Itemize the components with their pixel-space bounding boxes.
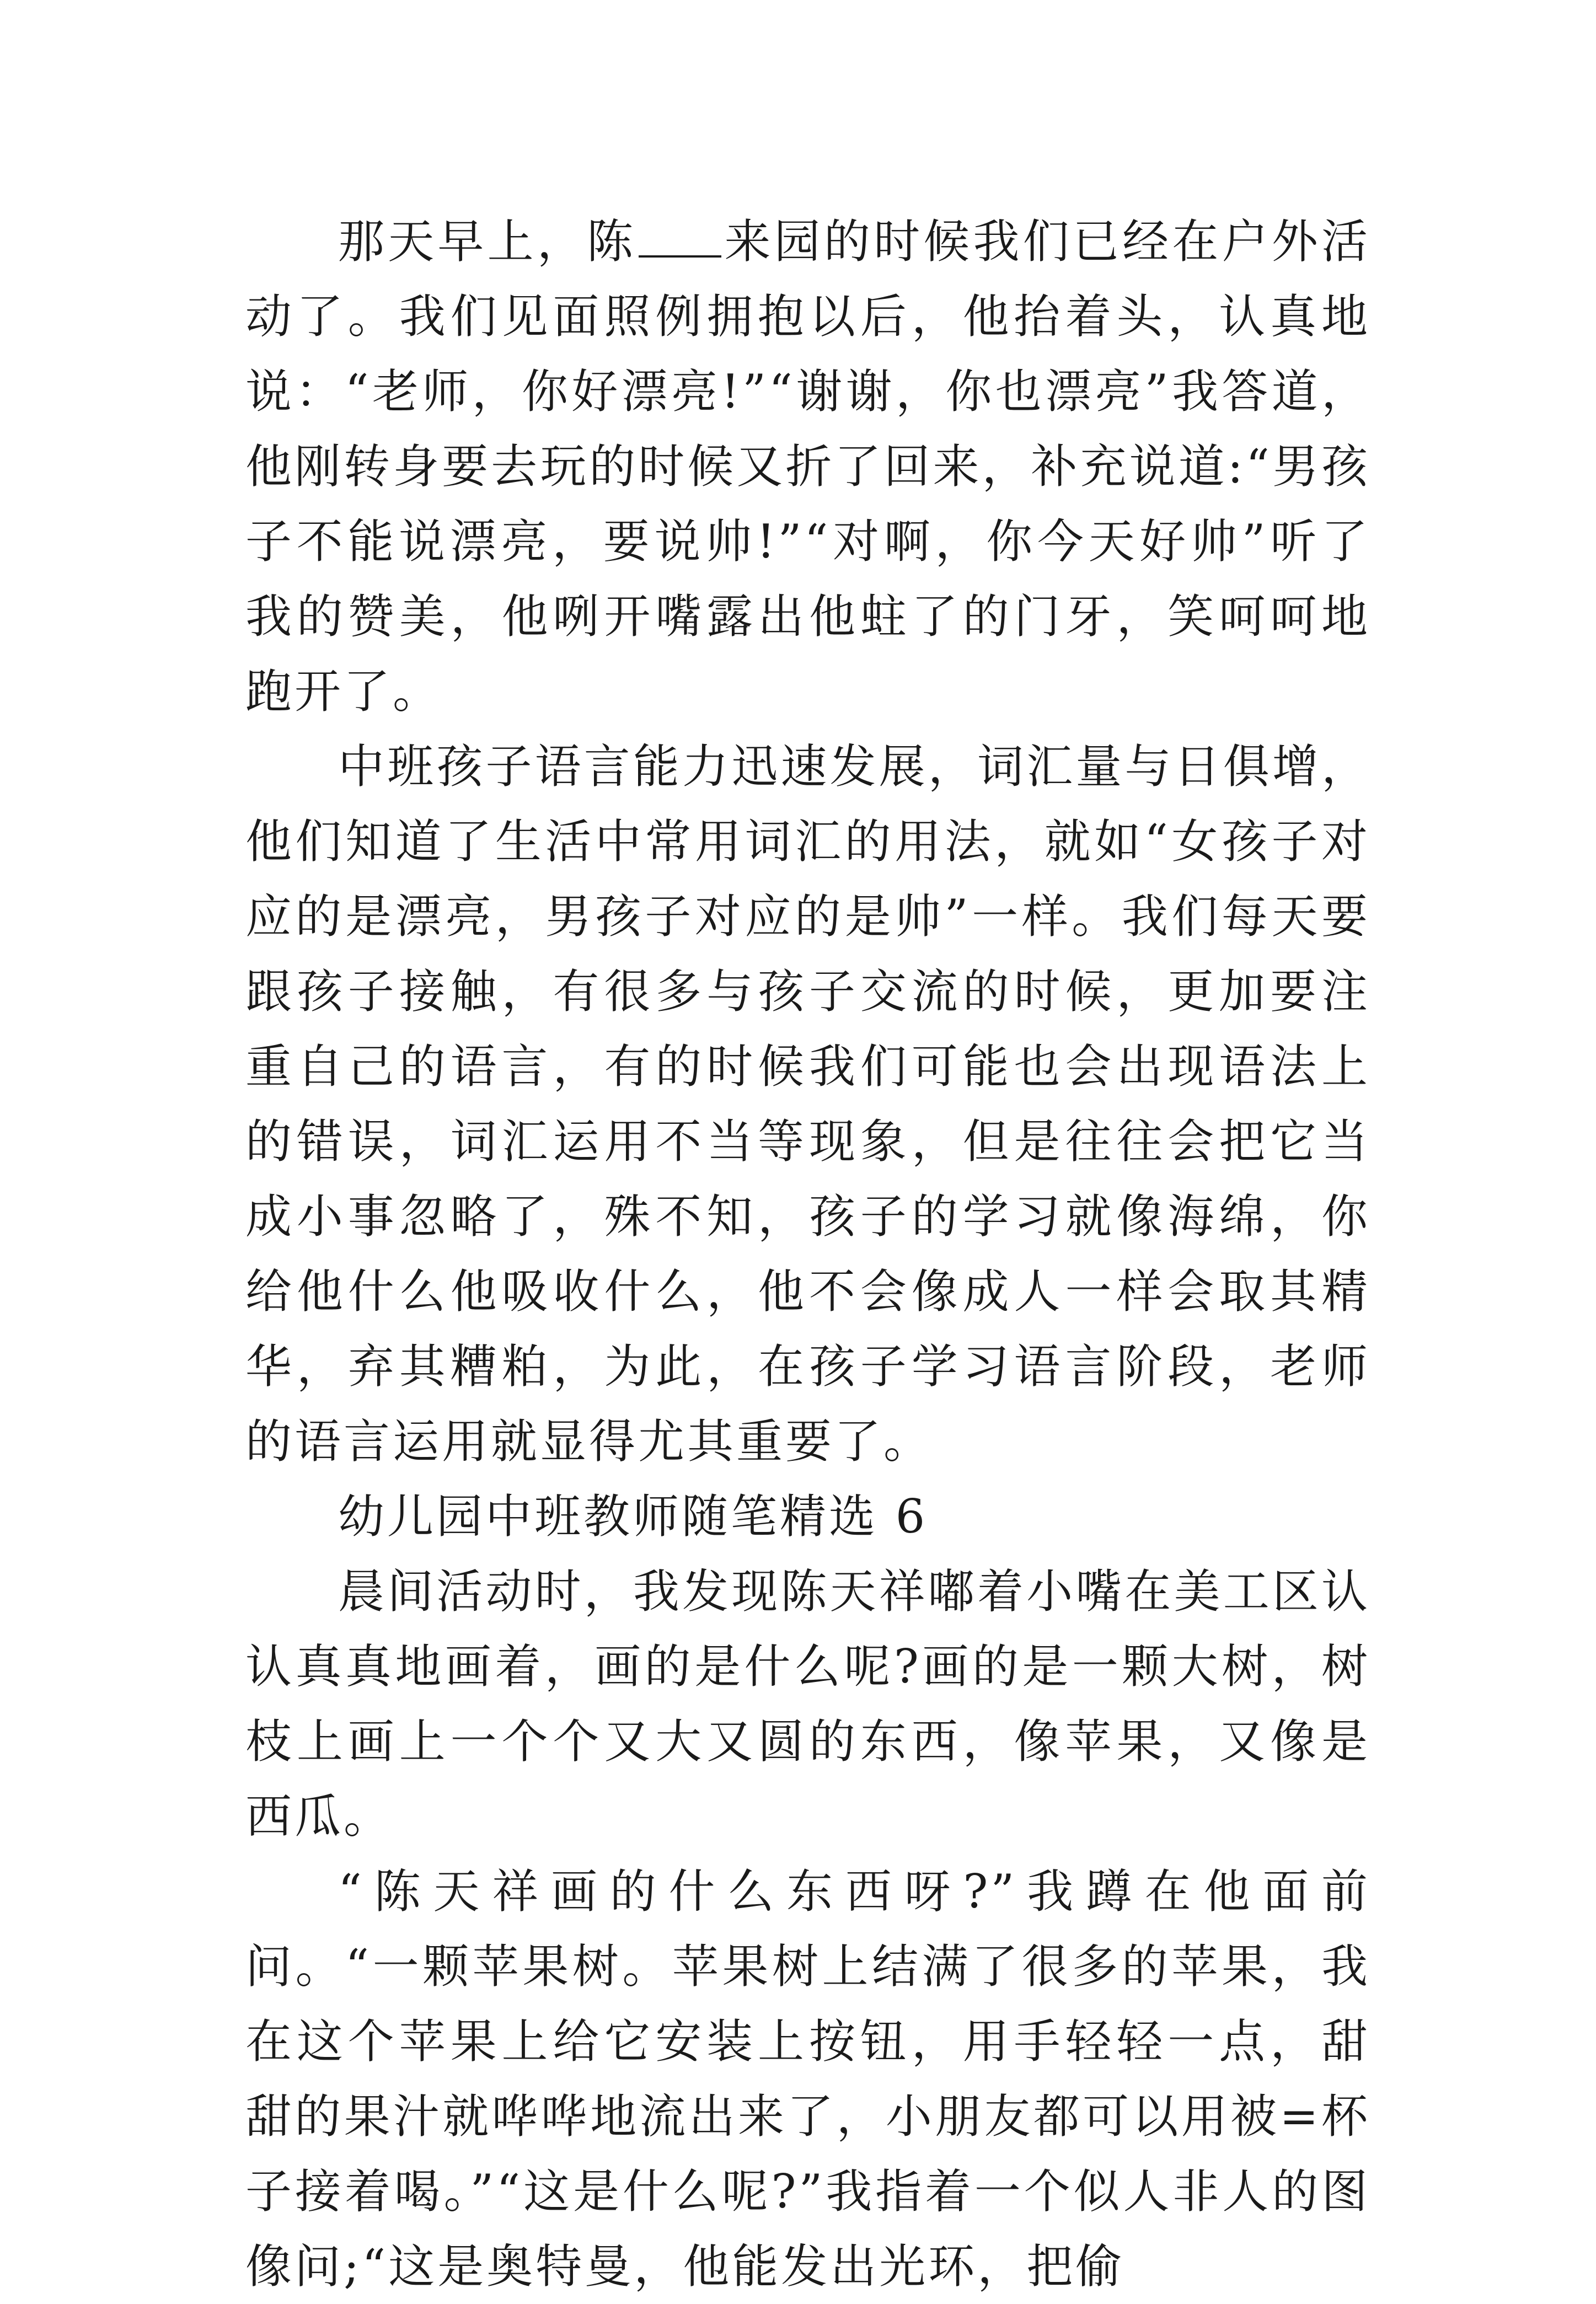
paragraph-3: 晨间活动时，我发现陈天祥嘟着小嘴在美工区认认真真地画着，画的是什么呢?画的是一颗大树，树枝上画上一个个又大又圆的东西，像苹果，又像是西瓜。 xyxy=(245,1564,1370,1844)
paragraph-1-start: 那天早上，陈 xyxy=(338,215,637,269)
name-blank xyxy=(639,217,721,258)
paragraph-4: “陈天祥画的什么东西呀?”我蹲在他面前问。“一颗苹果树。苹果树上结满了很多的苹果，我在这个苹果上给它安装上按钮，用手轻轻一点，甜甜的果汁就哗哗地流出来了，小朋友都可以用被=杯子接着喝。”“这是什么呢?”我指着一个似人非人的图像问;“这是奥特曼，他能发出光环，把偷 xyxy=(245,1864,1370,2294)
paragraph-1-rest: 来园的时候我们已经在户外活动了。我们见面照例拥抱以后，他抬着头，认真地说：“老师，你好漂亮!”“谢谢，你也漂亮”我答道，他刚转身要去玩的时候又折了回来，补充说道:“男孩子不能说漂亮，要说帅!”“对啊，你今天好帅”听了我的赞美，他咧开嘴露出他蛀了的门牙，笑呵呵地跑开了。 xyxy=(245,215,1370,719)
paragraph-1 xyxy=(245,204,1370,729)
document-body xyxy=(245,204,1370,2304)
paragraph-2: 中班孩子语言能力迅速发展，词汇量与日俱增，他们知道了生活中常用词汇的用法，就如“女孩子对应的是漂亮，男孩子对应的是帅”一样。我们每天要跟孩子接触，有很多与孩子交流的时候，更加要注重自己的语言，有的时候我们可能也会出现语法上的错误，词汇运用不当等现象，但是往往会把它当成小事忽略了，殊不知，孩子的学习就像海绵，你给他什么他吸收什么，他不会像成人一样会取其精华，弃其糟粕，为此，在孩子学习语言阶段，老师的语言运用就显得尤其重要了。 xyxy=(245,740,1370,1469)
section-heading: 幼儿园中班教师随笔精选 6 xyxy=(338,1489,928,1544)
